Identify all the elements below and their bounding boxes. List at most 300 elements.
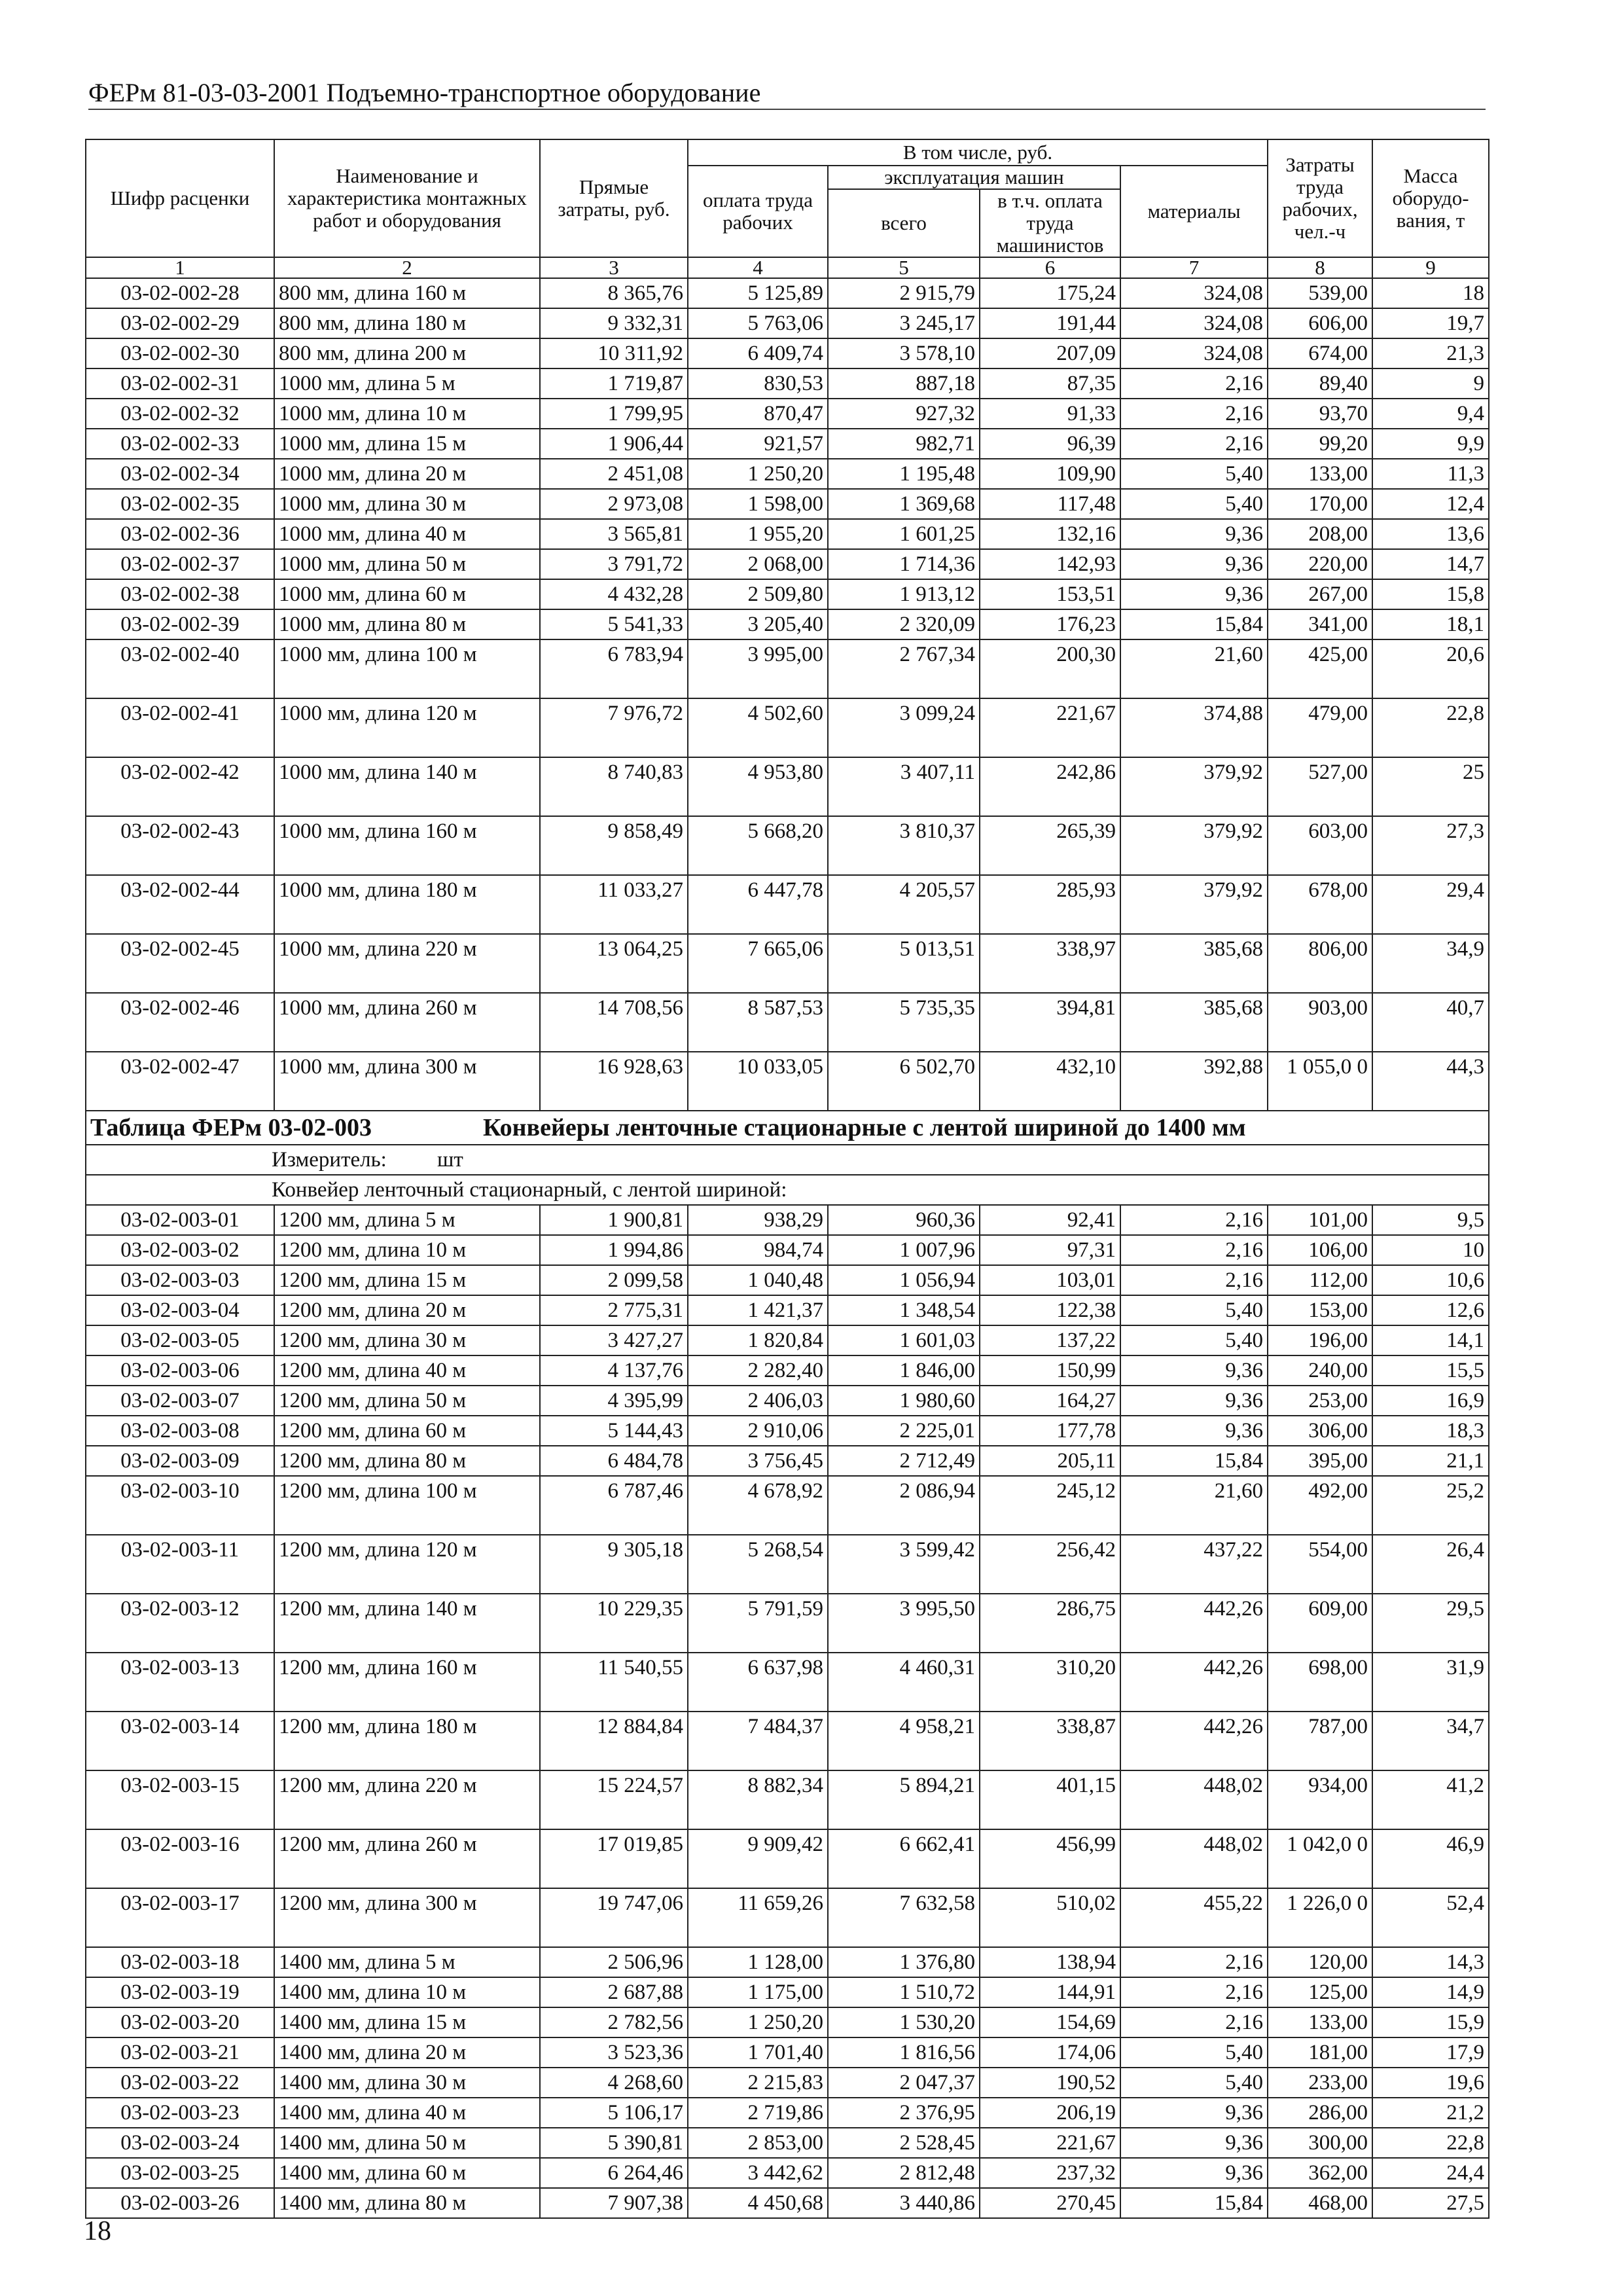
direct-costs: 4 395,99 bbox=[540, 1386, 688, 1416]
machinist-pay: 401,15 bbox=[980, 1770, 1120, 1829]
machinist-pay: 109,90 bbox=[980, 459, 1120, 489]
table-row bbox=[86, 368, 1489, 399]
work-name: 1000 мм, длина 220 м bbox=[274, 934, 540, 993]
table-row bbox=[86, 934, 1489, 993]
rate-code: 03-02-002-32 bbox=[86, 399, 274, 429]
labor-hours: 208,00 bbox=[1268, 519, 1372, 549]
rate-code: 03-02-003-10 bbox=[86, 1476, 274, 1535]
table-row bbox=[86, 1265, 1489, 1295]
labor-hours: 341,00 bbox=[1268, 609, 1372, 639]
machinist-pay: 154,69 bbox=[980, 2007, 1120, 2037]
machines-total: 1 980,60 bbox=[828, 1386, 980, 1416]
equipment-mass: 19,6 bbox=[1372, 2068, 1489, 2098]
section-title-cell bbox=[86, 1111, 1489, 1145]
machines-total: 2 376,95 bbox=[828, 2098, 980, 2128]
labor-hours: 125,00 bbox=[1268, 1977, 1372, 2007]
rate-code: 03-02-003-22 bbox=[86, 2068, 274, 2098]
labor-pay: 1 701,40 bbox=[688, 2037, 828, 2068]
machines-total: 4 460,31 bbox=[828, 1653, 980, 1712]
header-name: Наименование и характеристика монтажных работ и оборудования bbox=[274, 139, 540, 257]
direct-costs: 7 907,38 bbox=[540, 2188, 688, 2218]
table-row bbox=[86, 1977, 1489, 2007]
labor-pay: 5 763,06 bbox=[688, 308, 828, 338]
direct-costs: 9 858,49 bbox=[540, 816, 688, 875]
work-name: 1200 мм, длина 100 м bbox=[274, 1476, 540, 1535]
equipment-mass: 18,1 bbox=[1372, 609, 1489, 639]
direct-costs: 1 900,81 bbox=[540, 1205, 688, 1235]
materials: 2,16 bbox=[1120, 2007, 1268, 2037]
machinist-pay: 117,48 bbox=[980, 489, 1120, 519]
work-name: 1000 мм, длина 300 м bbox=[274, 1052, 540, 1111]
rate-code: 03-02-003-11 bbox=[86, 1535, 274, 1594]
machinist-pay: 245,12 bbox=[980, 1476, 1120, 1535]
labor-pay: 6 409,74 bbox=[688, 338, 828, 368]
equipment-mass: 18,3 bbox=[1372, 1416, 1489, 1446]
labor-pay: 1 250,20 bbox=[688, 2007, 828, 2037]
materials: 374,88 bbox=[1120, 698, 1268, 757]
direct-costs: 8 740,83 bbox=[540, 757, 688, 816]
machines-total: 2 712,49 bbox=[828, 1446, 980, 1476]
labor-hours: 106,00 bbox=[1268, 1235, 1372, 1265]
labor-pay: 1 250,20 bbox=[688, 459, 828, 489]
machinist-pay: 256,42 bbox=[980, 1535, 1120, 1594]
machines-total: 3 599,42 bbox=[828, 1535, 980, 1594]
labor-pay: 1 175,00 bbox=[688, 1977, 828, 2007]
machinist-pay: 142,93 bbox=[980, 549, 1120, 579]
direct-costs: 3 427,27 bbox=[540, 1325, 688, 1355]
labor-hours: 181,00 bbox=[1268, 2037, 1372, 2068]
equipment-mass: 24,4 bbox=[1372, 2158, 1489, 2188]
equipment-mass: 15,8 bbox=[1372, 579, 1489, 609]
materials: 442,26 bbox=[1120, 1594, 1268, 1653]
labor-pay: 10 033,05 bbox=[688, 1052, 828, 1111]
labor-pay: 4 502,60 bbox=[688, 698, 828, 757]
direct-costs: 3 565,81 bbox=[540, 519, 688, 549]
direct-costs: 5 106,17 bbox=[540, 2098, 688, 2128]
machinist-pay: 138,94 bbox=[980, 1947, 1120, 1977]
section-code: Таблица ФЕРм 03-02-003 bbox=[90, 1114, 372, 1141]
table-row bbox=[86, 2068, 1489, 2098]
direct-costs: 10 311,92 bbox=[540, 338, 688, 368]
machines-total: 927,32 bbox=[828, 399, 980, 429]
machinist-pay: 432,10 bbox=[980, 1052, 1120, 1111]
direct-costs: 14 708,56 bbox=[540, 993, 688, 1052]
materials: 324,08 bbox=[1120, 308, 1268, 338]
labor-hours: 678,00 bbox=[1268, 875, 1372, 934]
labor-pay: 938,29 bbox=[688, 1205, 828, 1235]
materials: 324,08 bbox=[1120, 338, 1268, 368]
labor-pay: 8 587,53 bbox=[688, 993, 828, 1052]
machinist-pay: 103,01 bbox=[980, 1265, 1120, 1295]
rate-code: 03-02-003-21 bbox=[86, 2037, 274, 2068]
direct-costs: 8 365,76 bbox=[540, 278, 688, 308]
materials: 5,40 bbox=[1120, 1295, 1268, 1325]
equipment-mass: 10 bbox=[1372, 1235, 1489, 1265]
direct-costs: 16 928,63 bbox=[540, 1052, 688, 1111]
rate-code: 03-02-003-20 bbox=[86, 2007, 274, 2037]
machines-total: 2 320,09 bbox=[828, 609, 980, 639]
rate-code: 03-02-003-24 bbox=[86, 2128, 274, 2158]
work-name: 1400 мм, длина 10 м bbox=[274, 1977, 540, 2007]
direct-costs: 2 775,31 bbox=[540, 1295, 688, 1325]
materials: 2,16 bbox=[1120, 1265, 1268, 1295]
materials: 9,36 bbox=[1120, 519, 1268, 549]
labor-hours: 267,00 bbox=[1268, 579, 1372, 609]
rate-code: 03-02-003-02 bbox=[86, 1235, 274, 1265]
table-row bbox=[86, 1446, 1489, 1476]
labor-pay: 9 909,42 bbox=[688, 1829, 828, 1888]
work-name: 1400 мм, длина 30 м bbox=[274, 2068, 540, 2098]
table-row bbox=[86, 2158, 1489, 2188]
machines-total: 1 714,36 bbox=[828, 549, 980, 579]
equipment-mass: 16,9 bbox=[1372, 1386, 1489, 1416]
equipment-mass: 9,5 bbox=[1372, 1205, 1489, 1235]
machines-total: 3 995,50 bbox=[828, 1594, 980, 1653]
equipment-mass: 9,9 bbox=[1372, 429, 1489, 459]
work-name: 1000 мм, длина 10 м bbox=[274, 399, 540, 429]
work-name: 1200 мм, длина 5 м bbox=[274, 1205, 540, 1235]
labor-hours: 120,00 bbox=[1268, 1947, 1372, 1977]
direct-costs: 1 719,87 bbox=[540, 368, 688, 399]
materials: 2,16 bbox=[1120, 399, 1268, 429]
labor-pay: 5 668,20 bbox=[688, 816, 828, 875]
table-row bbox=[86, 1235, 1489, 1265]
machines-total: 2 047,37 bbox=[828, 2068, 980, 2098]
work-name: 1400 мм, длина 60 м bbox=[274, 2158, 540, 2188]
table-row bbox=[86, 459, 1489, 489]
direct-costs: 17 019,85 bbox=[540, 1829, 688, 1888]
table-row bbox=[86, 1829, 1489, 1888]
work-name: 1200 мм, длина 180 м bbox=[274, 1712, 540, 1770]
column-number-row bbox=[86, 257, 1489, 278]
machines-total: 1 195,48 bbox=[828, 459, 980, 489]
labor-pay: 2 719,86 bbox=[688, 2098, 828, 2128]
labor-hours: 1 226,0 0 bbox=[1268, 1888, 1372, 1947]
rate-code: 03-02-003-14 bbox=[86, 1712, 274, 1770]
materials: 2,16 bbox=[1120, 1235, 1268, 1265]
materials: 9,36 bbox=[1120, 2098, 1268, 2128]
machines-total: 5 013,51 bbox=[828, 934, 980, 993]
rate-code: 03-02-002-31 bbox=[86, 368, 274, 399]
rate-code: 03-02-003-03 bbox=[86, 1265, 274, 1295]
table-row bbox=[86, 2007, 1489, 2037]
unit-label: Измеритель: bbox=[272, 1148, 387, 1172]
materials: 379,92 bbox=[1120, 757, 1268, 816]
rate-code: 03-02-003-23 bbox=[86, 2098, 274, 2128]
machinist-pay: 221,67 bbox=[980, 2128, 1120, 2158]
equipment-mass: 11,3 bbox=[1372, 459, 1489, 489]
work-name: 1000 мм, длина 15 м bbox=[274, 429, 540, 459]
rate-code: 03-02-003-26 bbox=[86, 2188, 274, 2218]
work-name: 1200 мм, длина 15 м bbox=[274, 1265, 540, 1295]
rate-code: 03-02-002-33 bbox=[86, 429, 274, 459]
equipment-mass: 31,9 bbox=[1372, 1653, 1489, 1712]
table-row bbox=[86, 2098, 1489, 2128]
rate-code: 03-02-002-35 bbox=[86, 489, 274, 519]
equipment-mass: 27,5 bbox=[1372, 2188, 1489, 2218]
materials: 9,36 bbox=[1120, 2158, 1268, 2188]
column-number: 5 bbox=[828, 257, 980, 278]
equipment-mass: 14,3 bbox=[1372, 1947, 1489, 1977]
labor-pay: 3 756,45 bbox=[688, 1446, 828, 1476]
labor-hours: 468,00 bbox=[1268, 2188, 1372, 2218]
rate-code: 03-02-003-08 bbox=[86, 1416, 274, 1446]
table-row bbox=[86, 1295, 1489, 1325]
rate-code: 03-02-002-46 bbox=[86, 993, 274, 1052]
work-name: 1000 мм, длина 120 м bbox=[274, 698, 540, 757]
table-row bbox=[86, 757, 1489, 816]
labor-hours: 99,20 bbox=[1268, 429, 1372, 459]
table-row bbox=[86, 549, 1489, 579]
machinist-pay: 87,35 bbox=[980, 368, 1120, 399]
table-row bbox=[86, 1770, 1489, 1829]
machinist-pay: 394,81 bbox=[980, 993, 1120, 1052]
labor-pay: 984,74 bbox=[688, 1235, 828, 1265]
equipment-mass: 22,8 bbox=[1372, 2128, 1489, 2158]
materials: 442,26 bbox=[1120, 1653, 1268, 1712]
page-header: ФЕРм 81-03-03-2001 Подъемно-транспортное оборудование bbox=[88, 78, 761, 107]
rate-code: 03-02-002-36 bbox=[86, 519, 274, 549]
materials: 385,68 bbox=[1120, 993, 1268, 1052]
header-direct-costs: Прямые затраты, руб. bbox=[540, 139, 688, 257]
machinist-pay: 338,97 bbox=[980, 934, 1120, 993]
direct-costs: 19 747,06 bbox=[540, 1888, 688, 1947]
labor-hours: 112,00 bbox=[1268, 1265, 1372, 1295]
materials: 9,36 bbox=[1120, 579, 1268, 609]
direct-costs: 2 099,58 bbox=[540, 1265, 688, 1295]
equipment-mass: 12,4 bbox=[1372, 489, 1489, 519]
labor-hours: 240,00 bbox=[1268, 1355, 1372, 1386]
labor-hours: 133,00 bbox=[1268, 2007, 1372, 2037]
rate-code: 03-02-003-12 bbox=[86, 1594, 274, 1653]
machines-total: 1 816,56 bbox=[828, 2037, 980, 2068]
labor-pay: 5 125,89 bbox=[688, 278, 828, 308]
materials: 448,02 bbox=[1120, 1770, 1268, 1829]
machinist-pay: 510,02 bbox=[980, 1888, 1120, 1947]
rate-code: 03-02-002-40 bbox=[86, 639, 274, 698]
work-name: 1200 мм, длина 120 м bbox=[274, 1535, 540, 1594]
direct-costs: 2 506,96 bbox=[540, 1947, 688, 1977]
table-row bbox=[86, 1947, 1489, 1977]
labor-pay: 3 442,62 bbox=[688, 2158, 828, 2188]
machinist-pay: 174,06 bbox=[980, 2037, 1120, 2068]
materials: 9,36 bbox=[1120, 1355, 1268, 1386]
materials: 15,84 bbox=[1120, 609, 1268, 639]
labor-pay: 4 678,92 bbox=[688, 1476, 828, 1535]
work-name: 1400 мм, длина 15 м bbox=[274, 2007, 540, 2037]
equipment-mass: 14,1 bbox=[1372, 1325, 1489, 1355]
work-name: 1400 мм, длина 40 м bbox=[274, 2098, 540, 2128]
machinist-pay: 221,67 bbox=[980, 698, 1120, 757]
header-labor-cost: Затраты труда рабочих, чел.-ч bbox=[1268, 139, 1372, 257]
rate-code: 03-02-002-29 bbox=[86, 308, 274, 338]
equipment-mass: 46,9 bbox=[1372, 1829, 1489, 1888]
equipment-mass: 21,3 bbox=[1372, 338, 1489, 368]
direct-costs: 7 976,72 bbox=[540, 698, 688, 757]
table-row bbox=[86, 2188, 1489, 2218]
work-name: 1200 мм, длина 40 м bbox=[274, 1355, 540, 1386]
labor-pay: 3 205,40 bbox=[688, 609, 828, 639]
table-row bbox=[86, 2128, 1489, 2158]
work-name: 1000 мм, длина 140 м bbox=[274, 757, 540, 816]
machines-total: 2 528,45 bbox=[828, 2128, 980, 2158]
materials: 2,16 bbox=[1120, 429, 1268, 459]
materials: 5,40 bbox=[1120, 2037, 1268, 2068]
work-name: 800 мм, длина 200 м bbox=[274, 338, 540, 368]
machines-total: 1 846,00 bbox=[828, 1355, 980, 1386]
table-row bbox=[86, 278, 1489, 308]
machines-total: 1 369,68 bbox=[828, 489, 980, 519]
table-row bbox=[86, 489, 1489, 519]
direct-costs: 9 305,18 bbox=[540, 1535, 688, 1594]
column-number: 7 bbox=[1120, 257, 1268, 278]
column-number: 4 bbox=[688, 257, 828, 278]
labor-pay: 1 955,20 bbox=[688, 519, 828, 549]
direct-costs: 9 332,31 bbox=[540, 308, 688, 338]
machinist-pay: 265,39 bbox=[980, 816, 1120, 875]
labor-pay: 1 820,84 bbox=[688, 1325, 828, 1355]
machines-total: 3 245,17 bbox=[828, 308, 980, 338]
direct-costs: 1 994,86 bbox=[540, 1235, 688, 1265]
equipment-mass: 17,9 bbox=[1372, 2037, 1489, 2068]
direct-costs: 15 224,57 bbox=[540, 1770, 688, 1829]
work-name: 1000 мм, длина 50 м bbox=[274, 549, 540, 579]
labor-pay: 7 484,37 bbox=[688, 1712, 828, 1770]
rate-code: 03-02-002-37 bbox=[86, 549, 274, 579]
rates-table bbox=[85, 139, 1489, 2219]
materials: 5,40 bbox=[1120, 1325, 1268, 1355]
labor-pay: 1 421,37 bbox=[688, 1295, 828, 1325]
labor-hours: 170,00 bbox=[1268, 489, 1372, 519]
labor-hours: 674,00 bbox=[1268, 338, 1372, 368]
labor-pay: 2 910,06 bbox=[688, 1416, 828, 1446]
materials: 379,92 bbox=[1120, 875, 1268, 934]
labor-hours: 787,00 bbox=[1268, 1712, 1372, 1770]
materials: 15,84 bbox=[1120, 2188, 1268, 2218]
direct-costs: 12 884,84 bbox=[540, 1712, 688, 1770]
machinist-pay: 176,23 bbox=[980, 609, 1120, 639]
column-number: 9 bbox=[1372, 257, 1489, 278]
header-mass: Масса оборудо-вания, т bbox=[1372, 139, 1489, 257]
table-row bbox=[86, 519, 1489, 549]
table-row bbox=[86, 639, 1489, 698]
work-name: 1000 мм, длина 80 м bbox=[274, 609, 540, 639]
labor-hours: 609,00 bbox=[1268, 1594, 1372, 1653]
materials: 5,40 bbox=[1120, 459, 1268, 489]
equipment-mass: 15,9 bbox=[1372, 2007, 1489, 2037]
rate-code: 03-02-002-42 bbox=[86, 757, 274, 816]
machinist-pay: 456,99 bbox=[980, 1829, 1120, 1888]
section-subtitle: Конвейер ленточный стационарный, с лентой шириной: bbox=[86, 1175, 1489, 1205]
header-machines: эксплуатация машин bbox=[828, 166, 1120, 189]
direct-costs: 1 799,95 bbox=[540, 399, 688, 429]
labor-pay: 830,53 bbox=[688, 368, 828, 399]
work-name: 1400 мм, длина 20 м bbox=[274, 2037, 540, 2068]
direct-costs: 6 264,46 bbox=[540, 2158, 688, 2188]
materials: 5,40 bbox=[1120, 489, 1268, 519]
equipment-mass: 14,9 bbox=[1372, 1977, 1489, 2007]
labor-pay: 7 665,06 bbox=[688, 934, 828, 993]
materials: 385,68 bbox=[1120, 934, 1268, 993]
labor-hours: 220,00 bbox=[1268, 549, 1372, 579]
labor-hours: 300,00 bbox=[1268, 2128, 1372, 2158]
rate-code: 03-02-003-17 bbox=[86, 1888, 274, 1947]
rate-code: 03-02-003-07 bbox=[86, 1386, 274, 1416]
machines-total: 2 086,94 bbox=[828, 1476, 980, 1535]
labor-pay: 2 282,40 bbox=[688, 1355, 828, 1386]
rate-code: 03-02-002-41 bbox=[86, 698, 274, 757]
materials: 448,02 bbox=[1120, 1829, 1268, 1888]
machinist-pay: 164,27 bbox=[980, 1386, 1120, 1416]
machines-total: 2 915,79 bbox=[828, 278, 980, 308]
labor-hours: 395,00 bbox=[1268, 1446, 1372, 1476]
column-number: 1 bbox=[86, 257, 274, 278]
equipment-mass: 12,6 bbox=[1372, 1295, 1489, 1325]
machinist-pay: 286,75 bbox=[980, 1594, 1120, 1653]
machinist-pay: 92,41 bbox=[980, 1205, 1120, 1235]
table-row bbox=[86, 1535, 1489, 1594]
direct-costs: 10 229,35 bbox=[540, 1594, 688, 1653]
materials: 2,16 bbox=[1120, 1947, 1268, 1977]
machines-total: 3 099,24 bbox=[828, 698, 980, 757]
materials: 9,36 bbox=[1120, 1386, 1268, 1416]
direct-costs: 2 782,56 bbox=[540, 2007, 688, 2037]
labor-hours: 153,00 bbox=[1268, 1295, 1372, 1325]
work-name: 1000 мм, длина 60 м bbox=[274, 579, 540, 609]
machines-total: 1 056,94 bbox=[828, 1265, 980, 1295]
materials: 324,08 bbox=[1120, 278, 1268, 308]
machines-total: 5 894,21 bbox=[828, 1770, 980, 1829]
rate-code: 03-02-003-19 bbox=[86, 1977, 274, 2007]
machines-total: 6 502,70 bbox=[828, 1052, 980, 1111]
machines-total: 3 440,86 bbox=[828, 2188, 980, 2218]
table-row bbox=[86, 875, 1489, 934]
rate-code: 03-02-003-15 bbox=[86, 1770, 274, 1829]
table-row bbox=[86, 1476, 1489, 1535]
machines-total: 960,36 bbox=[828, 1205, 980, 1235]
equipment-mass: 9 bbox=[1372, 368, 1489, 399]
materials: 379,92 bbox=[1120, 816, 1268, 875]
table-row bbox=[86, 1653, 1489, 1712]
labor-hours: 554,00 bbox=[1268, 1535, 1372, 1594]
direct-costs: 4 137,76 bbox=[540, 1355, 688, 1386]
machinist-pay: 205,11 bbox=[980, 1446, 1120, 1476]
labor-pay: 1 128,00 bbox=[688, 1947, 828, 1977]
machinist-pay: 132,16 bbox=[980, 519, 1120, 549]
machines-total: 1 376,80 bbox=[828, 1947, 980, 1977]
labor-hours: 698,00 bbox=[1268, 1653, 1372, 1712]
labor-hours: 233,00 bbox=[1268, 2068, 1372, 2098]
work-name: 800 мм, длина 160 м bbox=[274, 278, 540, 308]
machinist-pay: 190,52 bbox=[980, 2068, 1120, 2098]
labor-hours: 603,00 bbox=[1268, 816, 1372, 875]
materials: 455,22 bbox=[1120, 1888, 1268, 1947]
work-name: 1000 мм, длина 30 м bbox=[274, 489, 540, 519]
machinist-pay: 270,45 bbox=[980, 2188, 1120, 2218]
machinist-pay: 191,44 bbox=[980, 308, 1120, 338]
materials: 5,40 bbox=[1120, 2068, 1268, 2098]
labor-pay: 6 637,98 bbox=[688, 1653, 828, 1712]
machines-total: 4 958,21 bbox=[828, 1712, 980, 1770]
work-name: 1200 мм, длина 60 м bbox=[274, 1416, 540, 1446]
machinist-pay: 237,32 bbox=[980, 2158, 1120, 2188]
machinist-pay: 96,39 bbox=[980, 429, 1120, 459]
section-title: Конвейеры ленточные стационарные с лентой шириной до 1400 мм bbox=[483, 1114, 1246, 1141]
labor-hours: 1 055,0 0 bbox=[1268, 1052, 1372, 1111]
table-row bbox=[86, 1386, 1489, 1416]
equipment-mass: 14,7 bbox=[1372, 549, 1489, 579]
column-number: 8 bbox=[1268, 257, 1372, 278]
